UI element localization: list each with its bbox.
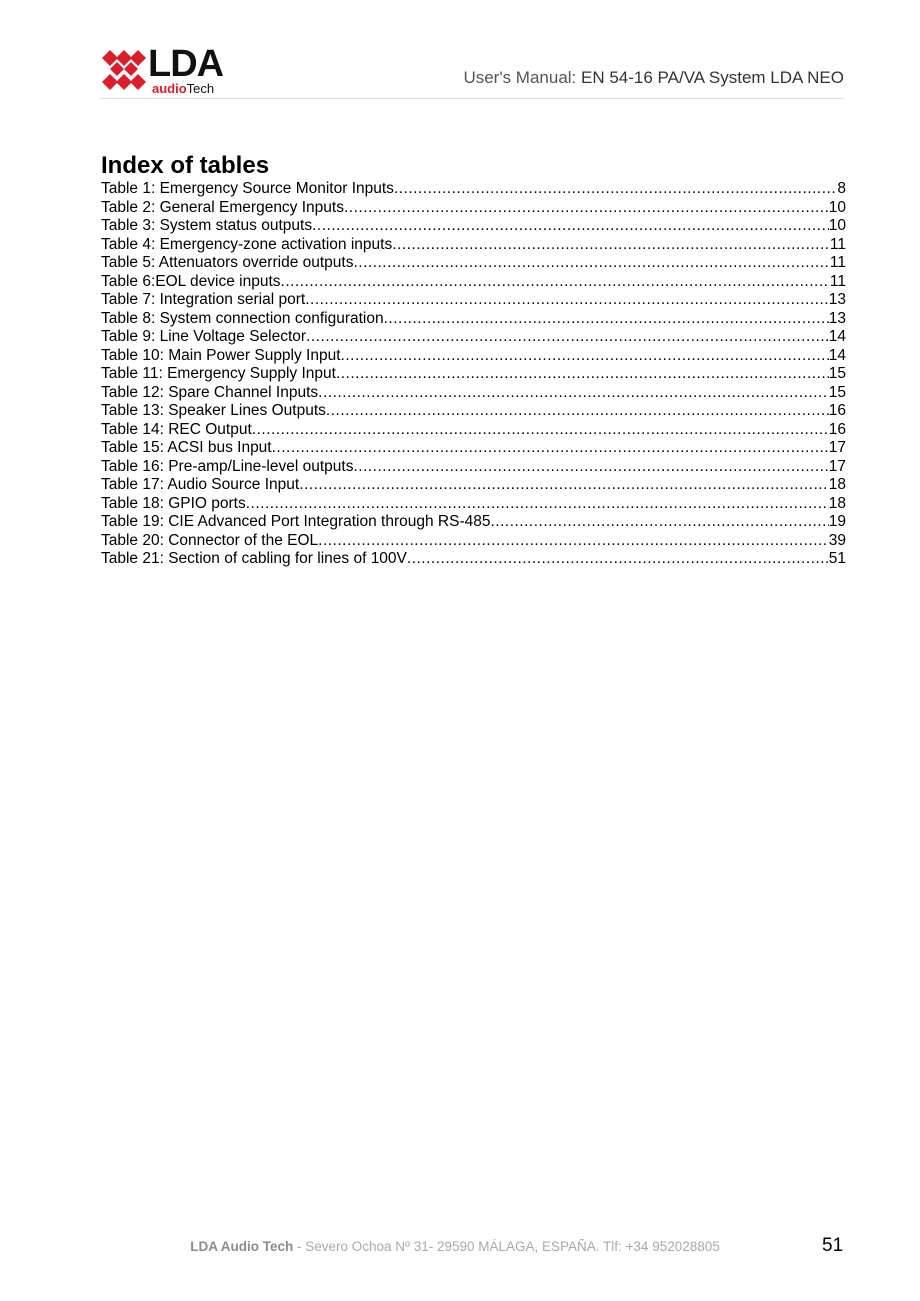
toc-entry-label: Table 20: Connector of the EOL [101,531,319,549]
logo-subtitle: audioTech [152,81,215,96]
toc-entry[interactable] [101,254,846,273]
toc-dot-leader [306,328,829,347]
toc-dot-leader [318,384,829,403]
toc-entry[interactable] [101,384,846,403]
toc-entry[interactable] [101,402,846,421]
toc-entry[interactable] [101,365,846,384]
toc-entry-label: Table 21: Section of cabling for lines of 100V [101,550,407,567]
toc-dot-leader [281,273,830,292]
toc-entry-label: Table 16: Pre-amp/Line-level outputs [101,457,354,475]
toc-entry-page: 14 [828,328,846,345]
toc-entry-label: Table 7: Integration serial port [101,291,306,308]
toc-dot-leader [394,180,837,199]
lda-logo [100,44,245,98]
toc-entry[interactable] [101,217,846,236]
toc-entry-label: Table 15: ACSI bus Input [101,439,272,456]
page-header [100,44,844,100]
toc-entry[interactable] [101,513,846,532]
toc-entry-label: Table 9: Line Voltage Selector [101,328,307,345]
toc-entry[interactable] [101,550,846,569]
toc-dot-leader [407,550,829,569]
toc-dot-leader [392,236,830,255]
footer-address: LDA Audio Tech - Severo Ochoa Nº 31- 29590 MÁLAGA, ESPAÑA. Tlf: +34 952028805 [190,1239,720,1254]
toc-dot-leader [326,402,829,421]
toc-entry-page: 13 [828,309,846,327]
toc-entry-page: 15 [828,365,846,382]
toc-entry-page: 39 [828,531,846,549]
toc-entry-label: Table 12: Spare Channel Inputs [101,383,319,401]
toc-dot-leader [246,495,829,514]
toc-entry-label: Table 10: Main Power Supply Input [101,346,341,364]
toc-entry-label: Table 5: Attenuators override outputs [101,254,354,271]
toc-entry[interactable] [101,495,846,514]
toc-dot-leader [312,217,829,236]
toc-entry-page: 16 [828,420,846,438]
toc-entry-label: Table 19: CIE Advanced Port Integration through RS-485 [101,513,491,530]
section-title: Index of tables [101,152,270,179]
toc-entry-label: Table 17: Audio Source Input [101,476,300,493]
toc-entry[interactable] [101,199,846,218]
toc-entry-page: 17 [828,457,846,475]
toc-entry[interactable] [101,347,846,366]
lda-diamonds-icon [100,48,148,96]
toc-dot-leader [272,439,829,458]
toc-entry[interactable] [101,476,846,495]
toc-entry[interactable] [101,439,846,458]
toc-entry[interactable] [101,310,846,329]
toc-dot-leader [384,310,829,329]
toc-entry-page: 11 [829,235,846,253]
toc-dot-leader [336,365,829,384]
toc-entry-page: 19 [828,513,846,530]
toc-dot-leader [490,513,828,532]
toc-entry[interactable] [101,273,846,292]
header-divider [100,98,844,99]
toc-entry-page: 10 [828,198,846,216]
toc-entry-page: 11 [829,254,846,271]
toc-entry-page: 17 [828,439,846,456]
manual-title: User's Manual: EN 54-16 PA/VA System LDA NEO [463,68,844,87]
toc-entry-label: Table 3: System status outputs [101,217,313,234]
toc-entry-label: Table 2: General Emergency Inputs [101,198,344,216]
toc-entry[interactable] [101,421,846,440]
toc-entry-label: Table 18: GPIO ports [101,494,246,512]
toc-entry[interactable] [101,532,846,551]
toc-dot-leader [318,532,829,551]
toc-entry-label: Table 13: Speaker Lines Outputs [101,402,326,419]
toc-entry-page: 13 [828,291,846,308]
toc-entry-label: Table 1: Emergency Source Monitor Inputs [101,180,394,197]
toc-entry-page: 18 [828,494,846,512]
toc-entry-label: Table 4: Emergency-zone activation inputs [101,235,393,253]
toc-entry-page: 10 [828,217,846,234]
page-number: 51 [822,1235,844,1256]
toc-entry[interactable] [101,236,846,255]
toc-entry-page: 16 [828,402,846,419]
toc-dot-leader [353,458,828,477]
toc-entry[interactable] [101,180,846,199]
logo-wordmark: LDA [148,43,224,85]
toc-entry-page: 8 [837,180,846,197]
toc-entry[interactable] [101,291,846,310]
toc-entry-page: 51 [828,550,846,567]
toc-entry[interactable] [101,458,846,477]
toc-entry[interactable] [101,328,846,347]
toc-dot-leader [299,476,829,495]
toc-entry-label: Table 11: Emergency Supply Input [101,365,336,382]
toc-dot-leader [341,347,829,366]
toc-entry-page: 14 [828,346,846,364]
toc-entry-page: 18 [828,476,846,493]
toc-dot-leader [353,254,829,273]
toc-entry-label: Table 6:EOL device inputs [101,272,281,290]
toc-dot-leader [344,199,829,218]
toc-dot-leader [305,291,829,310]
toc-entry-label: Table 8: System connection configuration [101,309,384,327]
toc-entry-page: 11 [829,272,846,290]
toc-entry-label: Table 14: REC Output [101,420,252,438]
toc-entry-page: 15 [828,383,846,401]
tables-index-list [101,180,846,569]
toc-dot-leader [252,421,829,440]
